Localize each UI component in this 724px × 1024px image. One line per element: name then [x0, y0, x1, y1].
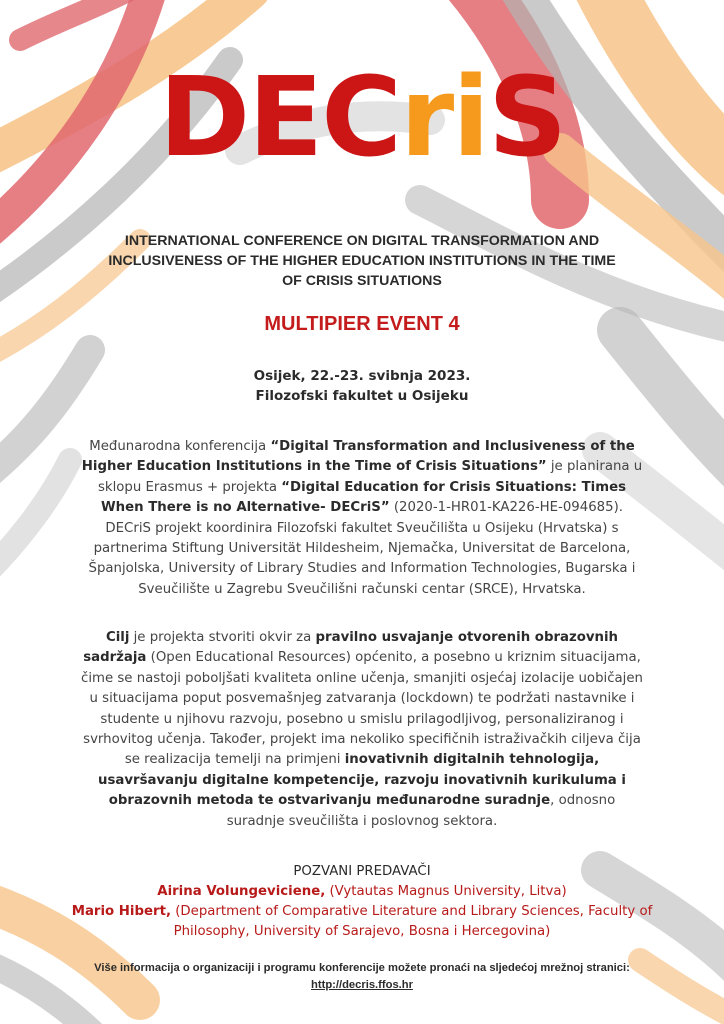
invited-speakers: [70, 862, 654, 942]
goal-highlight: pravilno usvajanje otvorenih obrazovnih sadržaja: [83, 630, 619, 666]
decris-logo: [0, 53, 724, 181]
conference-title-line: INCLUSIVENESS OF THE HIGHER EDUCATION INSTITUTIONS IN THE TIME: [108, 253, 616, 269]
event-venue: Filozofski fakultet u Osijeku: [255, 388, 469, 404]
conference-name: “Digital Transformation and Inclusiveness of the Higher Education Institutions in the Time of Crisis Situations”: [81, 439, 635, 475]
event-date: Osijek, 22.-23. svibnja 2023.: [253, 368, 471, 384]
speakers-header: POZVANI PREDAVAČI: [293, 864, 431, 879]
footer-info: [40, 960, 684, 994]
speaker-name: Airina Volungeviciene,: [157, 884, 326, 899]
logo-part-dec: DEC: [158, 53, 400, 181]
logo-part-ri: ri: [400, 53, 488, 181]
goal-text: , odnosno suradnje sveučilišta i poslovnog sektora.: [226, 793, 616, 829]
speaker-2: [70, 902, 654, 942]
intro-text: (2020-1-HR01-KA226-HE-094685). DECriS projekt koordinira Filozofski fakultet Sveučilišta u Osijeku (Hrvatska) s partnerima Stiftung Universität Hildesheim, Njemačka, Universitat de Barcelona, Španjolska, University of Library Studies and Information Technologies, Bugarska i Sveučilište u Zagrebu Sveučilišni računski centar (SRCE), Hrvatska.: [88, 500, 636, 597]
project-name: “Digital Education for Crisis Situations: Times When There is no Alternative- DECriS”: [100, 479, 627, 516]
event-title: MULTIPIER EVENT 4: [264, 313, 460, 335]
intro-paragraph: [78, 437, 646, 600]
goal-text: (Open Educational Resources) općenito, a posebno u kriznim situacijama, čime se nastoji poboljšati kvaliteta online učenja, smanjiti osjećaj izolacije uobičajen u situacijama poput posvemašnjeg zatvaranja (lockdown) te podržati nastavnike i studente u njihovu razvoju, posebno u smislu prilagodljivog, personaliziranog i svrhovitog učenja. Također, projekt ima nekoliko specifičnih istraživačkih ciljeva čija se realizacija temelji na primjeni: [81, 650, 643, 768]
goal-highlight: inovativnih digitalnih tehnologija, usavršavanju digitalne kompetencije, razvoju inovativnih kurikuluma i obrazovnih metoda te ostvarivanju međunarodne suradnje: [98, 752, 626, 809]
conference-title: [95, 231, 629, 291]
speaker-name: Mario Hibert,: [71, 904, 171, 919]
goal-paragraph: [78, 628, 646, 832]
event-place: [0, 366, 724, 406]
conference-title-line: OF CRISIS SITUATIONS: [282, 273, 442, 289]
intro-text: Međunarodna konferencija: [89, 439, 271, 454]
website-link[interactable]: http://decris.ffos.hr: [311, 979, 413, 991]
speaker-affiliation: (Vytautas Magnus University, Litva): [325, 884, 567, 899]
logo-part-s: S: [487, 53, 566, 181]
intro-text: je planirana u sklopu Erasmus + projekta: [97, 459, 643, 495]
footer-text: Više informacija o organizaciji i programu konferencije možete pronaći na sljedećoj mrežnoj stranici:: [94, 962, 630, 974]
goal-text: je projekta stvoriti okvir za: [129, 630, 316, 645]
conference-title-line: INTERNATIONAL CONFERENCE ON DIGITAL TRANSFORMATION AND: [124, 233, 600, 249]
goal-label: Cilj: [105, 630, 130, 645]
speaker-1: [70, 882, 654, 902]
speaker-affiliation: (Department of Comparative Literature and Library Sciences, Faculty of Philosophy, University of Sarajevo, Bosna i Hercegovina): [171, 904, 653, 939]
